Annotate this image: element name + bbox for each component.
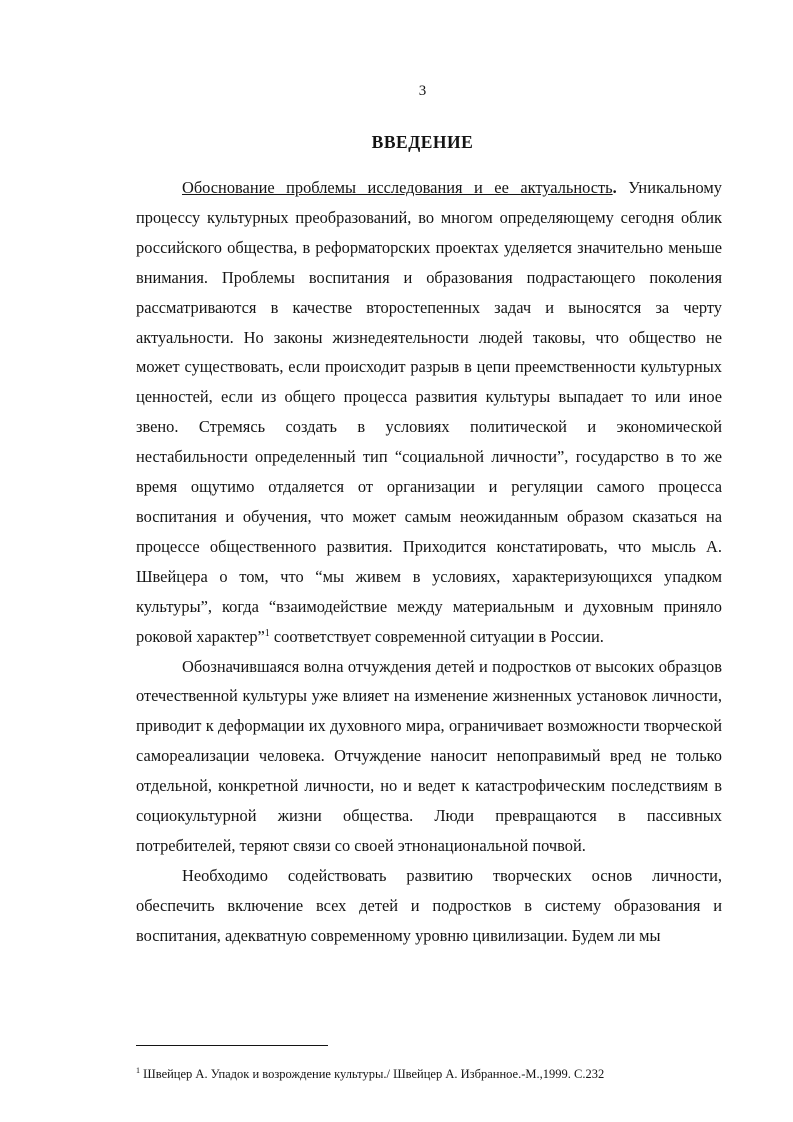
footnote <box>136 1066 736 1082</box>
footnote-marker: 1 <box>136 1066 140 1075</box>
footnote-reference[interactable]: 1 <box>264 627 270 639</box>
page-title: ВВЕДЕНИЕ <box>371 132 474 152</box>
section-heading: Обоснование проблемы исследования и ее актуальность <box>182 178 613 197</box>
section-heading-period: . <box>612 178 617 197</box>
footnote-divider <box>136 1045 328 1046</box>
paragraph-1-text: Уникальному процессу культурных преобразований, во многом определяющему сегодня облик российского общества, в реформаторских проектах уделяется значительно меньше внимания. Проблемы воспитания и образования подрастающего поколения рассматриваются в качестве второстепенных задач и выносятся за черту актуальности. Но законы жизнедеятельности людей таковы, что общество не может существовать, если происходит разрыв в цепи преемственности культурных ценностей, если из общего процесса развития культуры выпадает то или иное звено. Стремясь создать в условиях политической и экономической нестабильности определенный тип “социальной личности”, государство в то же время ощутимо отдаляется от организации и регуляции самого процесса воспитания и обучения, что может самым неожиданным образом сказаться на процессе общественного развития. Приходится констатировать, что мысль А. Швейцера о том, что “мы живем в условиях, характеризующихся упадком культуры”, когда “взаимодействие между материальным и духовным приняло роковой характер” <box>136 178 722 646</box>
paragraph-1-tail: соответствует современной ситуации в России. <box>269 626 604 646</box>
paragraph-3: Необходимо содействовать развитию творческих основ личности, обеспечить включение всех детей и подростков в систему образования и воспитания, адекватную современному уровню цивилизации. Будем ли мы <box>136 865 722 945</box>
paragraph-1 <box>136 173 722 652</box>
footnote-text: Швейцер А. Упадок и возрождение культуры./ Швейцер А. Избранное.-М.,1999. С.232 <box>140 1067 605 1081</box>
body-text <box>136 173 722 951</box>
paragraph-2: Обозначившаяся волна отчуждения детей и подростков от высоких образцов отечественной культуры уже влияет на изменение жизненных установок личности, приводит к деформации их духовного мира, ограничивает возможности творческой самореализации человека. Отчуждение наносит непоправимый вред не только отдельной, конкретной личности, но и ведет к катастрофическим последствиям в социокультурной жизни общества. Люди превращаются в пассивных потребителей, теряют связи со своей этнонациональной почвой. <box>136 656 722 855</box>
page-number: 3 <box>418 83 427 99</box>
